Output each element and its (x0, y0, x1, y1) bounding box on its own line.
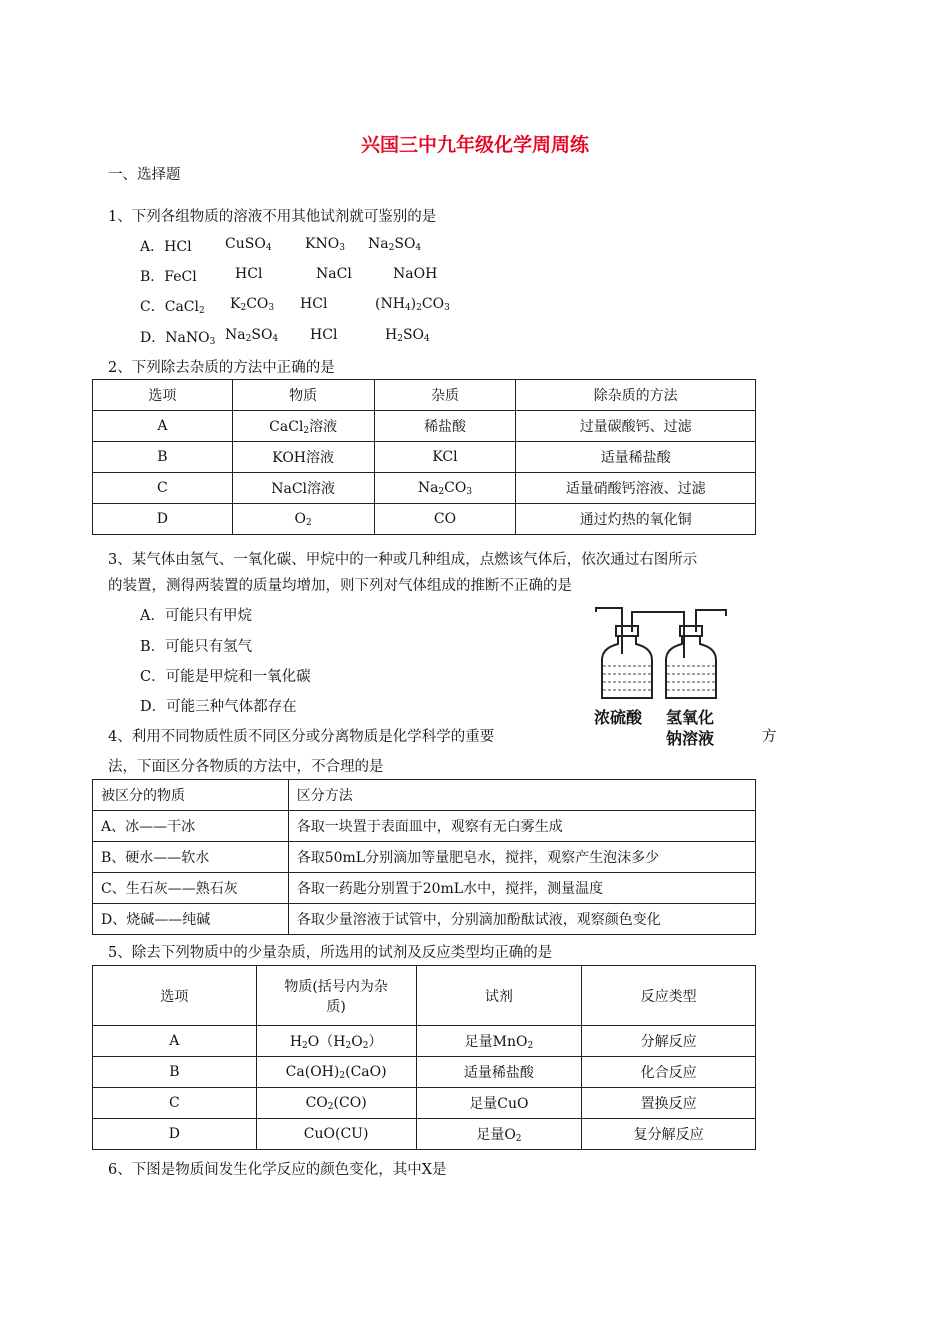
q4-stem-line2: 法，下面区分各物质的方法中，不合理的是 (108, 759, 384, 775)
table-row (93, 904, 756, 935)
q1-option-b-item: NaOH (393, 266, 438, 282)
q2-stem: 2、下列除去杂质的方法中正确的是 (108, 360, 335, 376)
table-cell: 各取少量溶液于试管中，分别滴加酚酞试液，观察颜色变化 (288, 904, 755, 935)
table-cell: A (93, 1026, 257, 1057)
table-cell: C、生石灰——熟石灰 (93, 873, 289, 904)
table-cell: A、冰——干冰 (93, 811, 289, 842)
table-cell: KCl (374, 442, 516, 473)
table-row (93, 411, 756, 442)
q5-stem: 5、除去下列物质中的少量杂质，所选用的试剂及反应类型均正确的是 (108, 945, 553, 961)
table-row (93, 504, 756, 535)
table-header: 物质(括号内为杂 质) (256, 966, 416, 1026)
table-cell: 适量硝酸钙溶液、过滤 (516, 473, 756, 504)
table-cell: 足量MnO$_2$ (416, 1026, 582, 1057)
q1-stem: 1、下列各组物质的溶液不用其他试剂就可鉴别的是 (108, 209, 437, 225)
q1-option-b-item: NaCl (316, 266, 352, 282)
table-cell: KOH溶液 (232, 442, 374, 473)
table-cell: 分解反应 (582, 1026, 756, 1057)
table-row (93, 1026, 756, 1057)
table-cell: 各取50mL分别滴加等量肥皂水，搅拌，观察产生泡沫多少 (288, 842, 755, 873)
table-cell: 各取一块置于表面皿中，观察有无白雾生成 (288, 811, 755, 842)
q4-stem-tail: 方 (762, 729, 777, 745)
page-title: 兴国三中九年级化学周周练 (360, 134, 589, 156)
q1-option-d-item: $Na_2SO_4$ (225, 327, 279, 344)
table-cell: A (93, 411, 233, 442)
table-cell: CuO(CU) (256, 1119, 416, 1150)
table-cell: NaCl溶液 (232, 473, 374, 504)
q3-stem-line2: 的装置，测得两装置的质量均增加，则下列对气体组成的推断不正确的是 (108, 578, 572, 594)
q4-stem-line1: 4、利用不同物质性质不同区分或分离物质是化学科学的重要 (108, 729, 495, 745)
table-cell: 过量碳酸钙、过滤 (516, 411, 756, 442)
table-header: 选项 (93, 966, 257, 1026)
q3-option-c: C．可能是甲烷和一氧化碳 (140, 669, 311, 685)
table-header: 物质 (232, 380, 374, 411)
table-header: 除杂质的方法 (516, 380, 756, 411)
table-cell: 适量稀盐酸 (416, 1057, 582, 1088)
table-header: 杂质 (374, 380, 516, 411)
table-row (93, 842, 756, 873)
q6-stem: 6、下图是物质间发生化学反应的颜色变化，其中X是 (108, 1162, 447, 1178)
q1-option-b-item: HCl (235, 266, 263, 282)
table-cell: 复分解反应 (582, 1119, 756, 1150)
table-cell: $Na_2CO_3$ (374, 473, 516, 504)
q1-option-d-item: HCl (310, 327, 338, 343)
q1-option-c-item: C．CaCl$_2$ (140, 299, 205, 316)
table-cell: $H_2O(H_2O_2)$ (256, 1026, 416, 1057)
q1-option-a-item: $Na_2SO_4$ (368, 236, 422, 253)
q3-option-a: A．可能只有甲烷 (140, 608, 252, 624)
table-cell: D、烧碱——纯碱 (93, 904, 289, 935)
section-heading: 一、选择题 (108, 167, 181, 183)
q3-option-d: D．可能三种气体都存在 (140, 699, 297, 715)
table-row (93, 473, 756, 504)
q4-table (92, 779, 756, 935)
q5-table (92, 965, 756, 1150)
table-cell: 适量稀盐酸 (516, 442, 756, 473)
table-header: 试剂 (416, 966, 582, 1026)
table-cell: C (93, 473, 233, 504)
table-row (93, 873, 756, 904)
table-cell: $O_2$ (232, 504, 374, 535)
table-row (93, 1119, 756, 1150)
table-cell: 足量CuO (416, 1088, 582, 1119)
table-row (93, 442, 756, 473)
q1-option-c-item: HCl (300, 296, 328, 312)
table-row (93, 1088, 756, 1119)
table-header: 被区分的物质 (93, 780, 289, 811)
q2-table (92, 379, 756, 535)
q1-option-b-item: B．FeCl (140, 269, 197, 285)
table-header: 区分方法 (288, 780, 755, 811)
gas-washing-bottles-figure (588, 604, 738, 704)
table-cell: CO (374, 504, 516, 535)
q1-option-c-item: $(NH_4)_2CO_3$ (375, 296, 450, 313)
table-row (93, 811, 756, 842)
q3-stem-line1: 3、某气体由氢气、一氧化碳、甲烷中的一种或几种组成，点燃该气体后，依次通过右图所示 (108, 552, 698, 568)
q1-option-d-item: D．NaNO$_3$ (140, 330, 216, 347)
q1-option-a-item: CuSO$_4$ (225, 236, 272, 253)
q1-option-a-item: $KNO_3$ (305, 236, 345, 253)
table-header: 选项 (93, 380, 233, 411)
table-header: 反应类型 (582, 966, 756, 1026)
figure-label-sodium-hydroxide-2: 钠溶液 (666, 729, 715, 748)
figure-label-concentrated-sulfuric-acid: 浓硫酸 (594, 708, 643, 727)
table-cell: $Ca(OH)_2(CaO)$ (256, 1057, 416, 1088)
table-cell: 化合反应 (582, 1057, 756, 1088)
table-cell: 各取一药匙分别置于20mL水中，搅拌，测量温度 (288, 873, 755, 904)
table-cell: 稀盐酸 (374, 411, 516, 442)
table-row (93, 1057, 756, 1088)
table-cell: 置换反应 (582, 1088, 756, 1119)
table-cell: 通过灼热的氧化铜 (516, 504, 756, 535)
q1-option-a-item: A．HCl (140, 239, 192, 255)
table-cell: CaCl$_2$溶液 (232, 411, 374, 442)
q1-option-c-item: $K_2CO_3$ (230, 296, 275, 313)
table-cell: 足量$O_2$ (416, 1119, 582, 1150)
table-cell: D (93, 1119, 257, 1150)
q3-option-b: B．可能只有氢气 (140, 639, 253, 655)
table-cell: D (93, 504, 233, 535)
table-cell: $CO_2(CO)$ (256, 1088, 416, 1119)
figure-label-sodium-hydroxide-1: 氢氧化 (666, 708, 715, 727)
table-cell: B (93, 442, 233, 473)
table-cell: B、硬水——软水 (93, 842, 289, 873)
table-cell: C (93, 1088, 257, 1119)
table-cell: B (93, 1057, 257, 1088)
q1-option-d-item: $H_2SO_4$ (385, 327, 430, 344)
